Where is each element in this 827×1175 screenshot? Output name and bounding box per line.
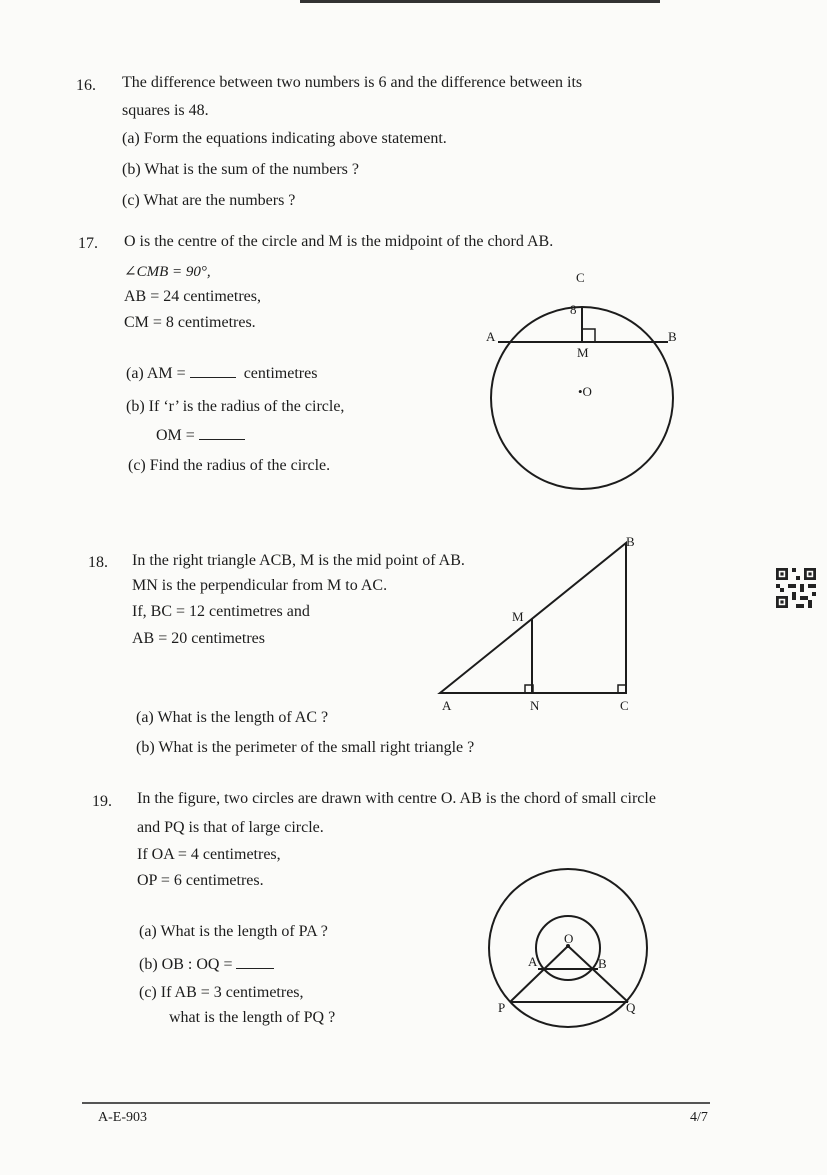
question-text: O is the centre of the circle and M is the midpoint of the chord AB. — [124, 233, 554, 250]
sub-question-a — [126, 364, 317, 384]
right-angle-mark-c — [618, 685, 626, 693]
label-b: B — [668, 329, 677, 344]
label-o: •O — [578, 384, 592, 399]
sub-question-a-suffix: centimetres — [243, 365, 318, 382]
om-label: OM = — [156, 427, 195, 444]
sub-question-c: (c) What are the numbers ? — [122, 192, 296, 209]
sub-question-b: (b) If ‘r’ is the radius of the circle, — [126, 398, 345, 415]
question-text: squares is 48. — [122, 102, 209, 119]
given-angle: ∠CMB = 90°, — [124, 264, 211, 280]
sub-question-b — [139, 955, 274, 975]
question-text: In the figure, two circles are drawn with centre O. AB is the chord of small circle — [137, 790, 656, 807]
segment-oq — [568, 946, 628, 1002]
ratio-label: (b) OB : OQ = — [139, 956, 233, 973]
question-number: 18. — [88, 554, 108, 571]
top-edge-line — [300, 0, 660, 3]
paper-code: A-E-903 — [98, 1110, 147, 1125]
sub-question-a-prefix: (a) AM = — [126, 365, 186, 382]
circle-chord-figure — [480, 262, 690, 502]
given-cm: CM = 8 centimetres. — [124, 314, 256, 331]
given-oa: If OA = 4 centimetres, — [137, 846, 281, 863]
sub-question-a: (a) What is the length of AC ? — [136, 709, 329, 726]
label-q: Q — [626, 1000, 636, 1015]
label-p: P — [498, 1000, 506, 1015]
sub-question-c: (c) Find the radius of the circle. — [128, 457, 331, 474]
label-m: M — [577, 345, 589, 360]
label-c: C — [620, 698, 629, 713]
label-a: A — [486, 329, 496, 344]
sub-question-a: (a) What is the length of PA ? — [139, 923, 328, 940]
sub-question-b: (b) What is the perimeter of the small right triangle ? — [136, 739, 475, 756]
label-n: N — [530, 698, 540, 713]
given-bc: If, BC = 12 centimetres and — [132, 603, 310, 620]
page-number: 4/7 — [690, 1110, 708, 1125]
sub-question-c-line2: what is the length of PQ ? — [169, 1009, 336, 1026]
segment-op — [510, 946, 568, 1002]
answer-blank — [199, 427, 245, 440]
given-ab: AB = 24 centimetres, — [124, 288, 261, 305]
label-c: C — [576, 270, 585, 285]
question-number: 17. — [78, 235, 98, 252]
label-8: 8 — [570, 302, 577, 317]
label-b: B — [598, 956, 607, 971]
label-a: A — [528, 954, 538, 969]
label-a: A — [442, 698, 452, 713]
given-ab: AB = 20 centimetres — [132, 630, 265, 647]
label-m: M — [512, 609, 524, 624]
qr-code — [776, 568, 816, 608]
sub-question-c: (c) If AB = 3 centimetres, — [139, 984, 304, 1001]
right-angle-mark — [582, 329, 595, 342]
answer-blank — [236, 956, 274, 969]
sub-question-a: (a) Form the equations indicating above statement. — [122, 130, 447, 147]
label-b: B — [626, 534, 635, 549]
question-text: The difference between two numbers is 6 and the difference between its — [122, 74, 583, 91]
concentric-circles-figure — [490, 866, 660, 1036]
question-text: and PQ is that of large circle. — [137, 819, 324, 836]
question-number: 19. — [92, 793, 112, 810]
question-text: In the right triangle ACB, M is the mid point of AB. — [132, 552, 465, 569]
question-number: 16. — [76, 77, 96, 94]
right-triangle-figure — [436, 530, 646, 720]
question-text: MN is the perpendicular from M to AC. — [132, 577, 388, 594]
sub-question-b-om — [156, 426, 245, 446]
label-o: O — [564, 931, 574, 946]
footer-rule — [82, 1102, 710, 1104]
answer-blank — [190, 365, 236, 378]
given-op: OP = 6 centimetres. — [137, 872, 264, 889]
sub-question-b: (b) What is the sum of the numbers ? — [122, 161, 359, 178]
